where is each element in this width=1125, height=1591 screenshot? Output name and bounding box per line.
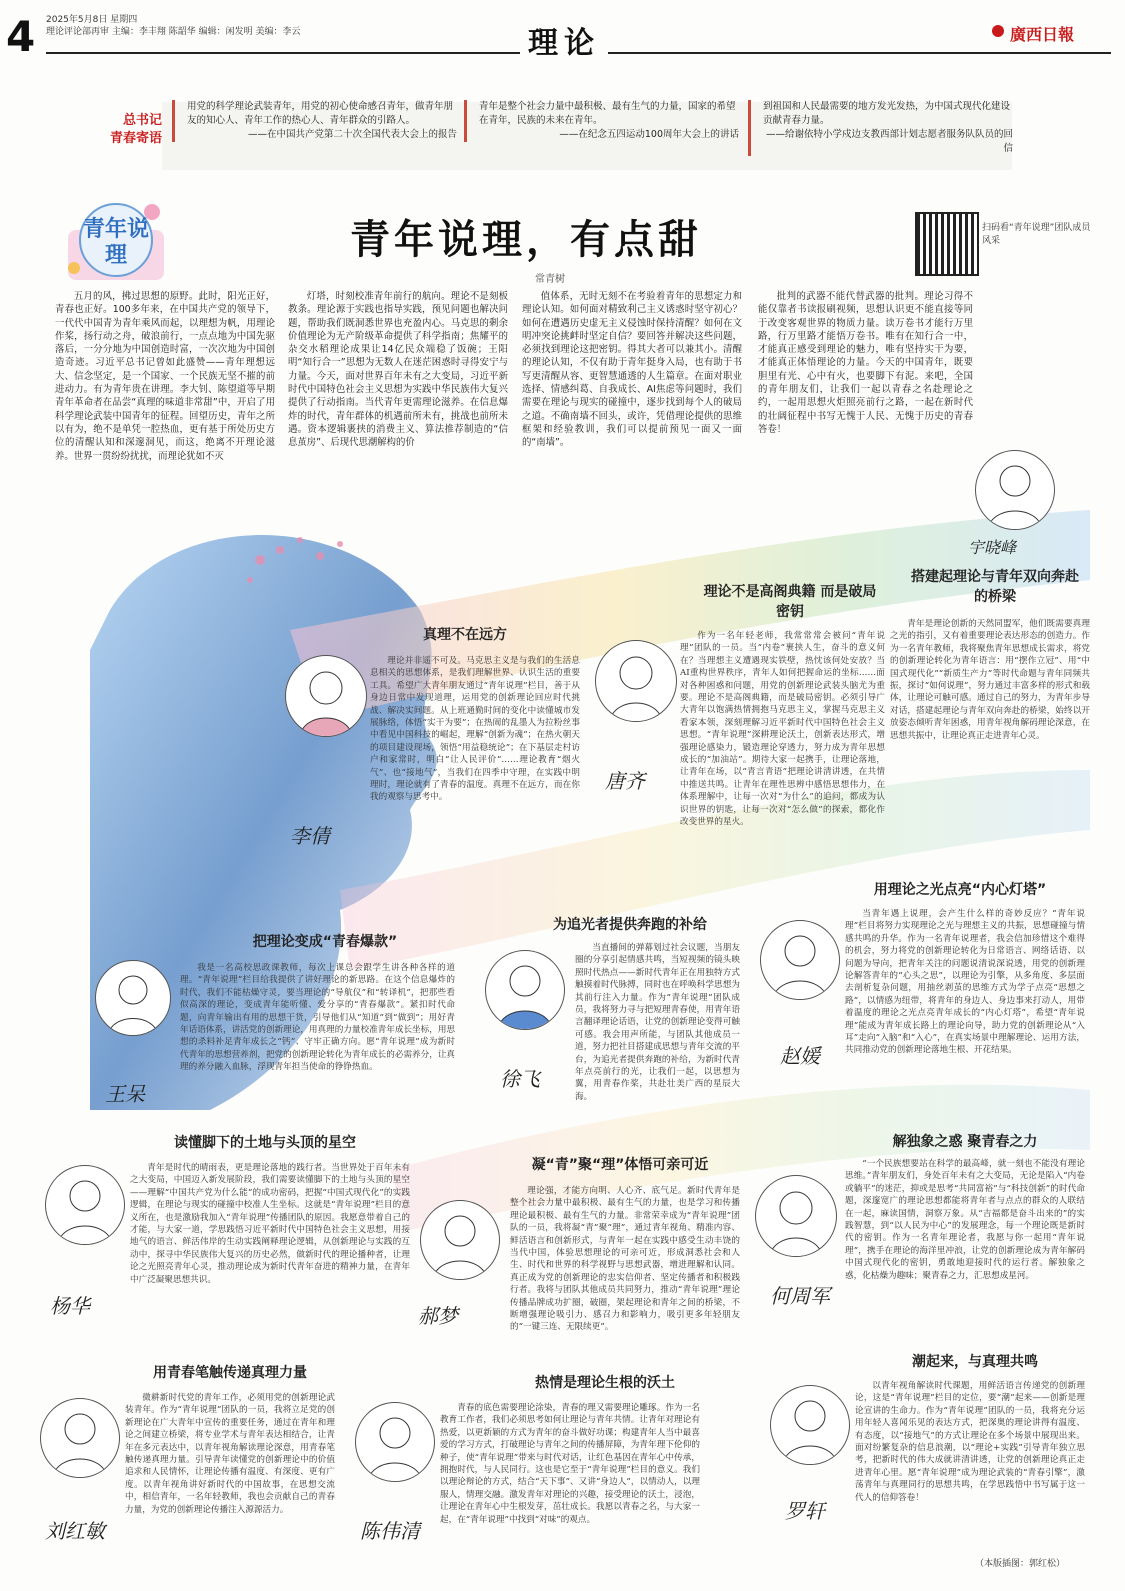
author-signature: 王呆 [105,1082,145,1106]
article-title: 潮起来，与真理共鸣 [912,1354,1038,1370]
portrait-icon [761,921,839,999]
quote-text: 青年是整个社会力量中最积极、最有生气的力量，国家的希望在青年，民族的未来在青年。 [479,101,736,126]
portrait-icon [96,961,170,1035]
article-title: 热情是理论生根的沃土 [535,1375,675,1391]
portrait-wang-cai [95,960,171,1036]
article-body: 青春的底色需要理论涂染，青春的理又需要理论雕琢。作为一名教育工作者，我们必须思考如何让理论与青年共情。让青年对理论有热爱，以更新颖的方式为青年的奋斗做好功课；构建青年人当中最喜爱的学习方式，打破理论与青年之间的传播屏障，为青年理下伦仰的种子，使“青年说理”带来与时代对话，让红色基因在青年心中传承，拥抱时代，与人民同行。这也是它至于“青年说理”栏目的意义。我们以理论辩论的方式，结合“天下事”、又讲“身边人”，以情动人，以理服人，情理交融。激发青年对理论的兴趣，接受理论的沃土，浸泡，让理论在青年心中生根发芽，茁壮成长。我愿以青春之名，与大家一起，在“青年说理”中找到“对味”的观点。 [440,1403,700,1525]
article-body: 作为一名年轻老师，我常常常会被问“青年说理”团队的一员。当“内卷”裹挟人生，奋斗的意义何在？当理想主义遭遇现实铁壁，热忱该何处安放？当AI重构世界秩序，青年人如何把握命运的坐标……面对各种困惑和问题，用党的创新理论武装头脑尤为重要。理论不是高阁典籍，而是破局密钥。必须引导广大青年以饱满热情拥抱马克思主义，掌握马克思主义看家本领，深刻理解习近平新时代中国特色社会主义思想。“青年说理”深耕理论沃土，创新表达形式，增强理论感染力，锻造理论穿透力，努力成为青年思想成长的“加油站”。期待大家一起携手，让理论落地，让青年在场，以“青言青语”把理论讲清讲透，在共情中推送共鸣。让青年在理性思辨中感悟思想伟力，在体系理解中，让每一次对“为什么”的追问，都成为认识世界的钥匙，让每一次对“怎么做”的探索，都化作改变世界的星火。 [680,631,885,828]
paper-name: 廣西日報 [1010,25,1075,44]
article-title: 真理不在远方 [423,627,507,643]
author-signature: 罗轩 [785,1499,825,1523]
article-body: 青年是时代的晴雨表，更是理论落地的践行者。当世界处于百年未有之大变局，中国迈入新发展阶段，我们需要读懂脚下的土地与头顶的星空——理解“中国共产党为什么能”的成功密码，把握“中国式现代化”的实践逻辑，在理论与现实的碰撞中校准人生坐标。这就是“青年说理”栏目的意义所在，也是激励我加入“青年说理”传播团队的原因。我愿意带着自己的才能，与大家一道，学思践悟习近平新时代中国特色社会主义思想，用接地气的语言、鲜活伟岸的生动实践阐释理论逻辑，从创新理论与实践的互动中，探寻中华民族伟大复兴的历史必然，做新时代的理论播种者，让理论之光照亮青年心灵，推动理论成为新时代青年奋进的精神力量，在青年中广泛凝聚思想共识。 [130,1163,410,1285]
article-body: 微耕新时代党的青年工作，必须用党的创新理论武装青年。作为“青年说理”团队的一员，我将立足党的创新理论在广大青年中宣传的重要任务，通过在青年和理论之间建立桥梁，将专业学术与青年表达相结合，让青年在多元表达中，以青年视角解读理论深意，用青春笔触传递真理力量。引导青年读懂党的创新理论中的价值追求和人民情怀，让理论传播有温度、有深度、更有广度。以青年视角讲好新时代的中国故事，在思想交流中，相信青年，一名年轻教师，我也会贡献自己的青春力量，为党的创新理论传播注入源源活力。 [125,1393,335,1515]
masthead [0,0,1125,62]
portrait-liu-hongmin [40,1398,120,1478]
article-body: 理论强，才能方向明、人心齐、底气足。新时代青年是整个社会力量中最积极、最有生气的力量，也是学习和传播理论最积极、最有生气的力量。非常荣幸成为“青年说理”团队的一员，我将凝“青”聚“理”，通过青年视角、精准内容、鲜活语言和创新形式，与青年一起在实践中感受生动丰饶的当代中国，体验思想理论的可亲可近，形成洞悉社会和人生、时代和世界的科学视野与思想武器，增进理解和认同。真正成为党的创新理论的忠实信仰者、坚定传播者和积极践行者。我将与团队其他成员共同努力，推动“青年说理”理论传播品牌成功扩圈，破圈，架起理论和青年之间的桥梁，不断增强理论吸引力、感召力和影响力，吸引更多年轻朋友的“一键三连、无限续更”。 [510,1186,740,1333]
intro-col-4: 批判的武器不能代替武器的批判。理论习得不能仅靠者书读报刷视频，思想认识更不能直接等同于改变客观世界的物质力量。读万卷书才能行万里路，行万里路才能悟万卷书。唯有在知行合一中，才能真正感受到理论的魅力，唯有坚持实干为要，才能真正体悟理论的力量。今天的中国青年，既要胆里有光、心中有火，也要脚下有泥。来吧，全国的青年朋友们，让我们一起以青春之名赴理论之约，一起用思想火炬照亮前行之路，一起在新时代的壮阔征程中书写无愧于人民、无愧于历史的青春答卷！ [758,291,973,435]
portrait-xu-fei [485,950,565,1030]
column-logo-text: 青年说理 [82,216,149,268]
portrait-he-zhoujun [755,1175,837,1257]
article-body: 青年是理论创新的天然同盟军，他们既需要真理之光的指引，又有着重要理论表达形态的创造力。作为一名青年教师，我将聚焦青年思想成长需求，将党的创新理论转化为青年语言：用“摆作立冠”、用“中国式现代化”“新质生产力”等时代命题与青年同频共振，探讨“如何说理”，努力通过丰富多样的形式和载体，让理论可触可感。通过自己的努力，为青年步导对话，搭建起理论与青年双向奔赴的桥梁，始终以开放姿态倾听青年困惑，用青年视角解码理论深意，在思想共振中，让理论真正走进青年心灵。 [890,619,1090,741]
masthead-info [46,14,300,38]
author-signature: 徐飞 [500,1067,540,1091]
quote-source: ——给谢依特小学戍边支教西部计划志愿者服务队队员的回信 [765,129,1013,154]
date-line: 2025年5月8日 星期四 [46,15,138,25]
column-logo [60,196,172,286]
portrait-icon [356,1403,434,1481]
portrait-icon [486,951,564,1029]
article-title: 理论不是高阁典籍 而是破局密钥 [703,584,877,620]
author-signature: 唐齐 [605,769,645,793]
quotes-label-line2: 青春寄语 [109,131,162,146]
page-number: 4 [6,12,36,61]
quote-source: ——在纪念五四运动100周年大会上的讲话 [559,129,739,140]
quote-text: 到祖国和人民最需要的地方发光发热，为中国式现代化建设贡献青春力量。 [763,101,1011,126]
quotes-label-line1: 总书记 [122,113,162,128]
quote-2 [464,100,739,142]
author-signature: 赵媛 [780,1044,820,1068]
article-body: 理论并非遥不可及。马克思主义是与我们的生活息息相关的思想体系，是我们理解世界、认识生活的重要工具。希望广大青年朋友通过“青年说理”栏目，善于从身边日常中发现道理，运用党的创新理论回应时代挑战、解决实间题。从上班通勤时间的变化中读懂城市发展脉络，体悟“实干为要”；在热闹的乱墨人为拉粉丝事中看见中国科技的崛起，理解“创新为魂”；在热火朝天的项目建设现场，领悟“用益稳统论”；在下基层走村访户和家常时，明白“让人民评价”……理论教育“烟火气”、也“接地气”，当我们在四季中守理，在实践中明理时，理论就有了青春的温度。真理不在远方，而在你我的观察与思考中。 [370,656,580,803]
portrait-tang-qi [595,640,677,722]
article-title: 搭建起理论与青年双向奔赴的桥梁 [911,569,1079,605]
page-title: 青年说理，有点甜 [350,216,702,263]
article-body: 当直播间的弹幕划过社会议题，当朋友圈的分享引起情感共鸣，当短视频的镜头映照时代热点——新时代青年正在用独特方式触摸着时代脉搏，同时也在呼唤科学思想为其前行注入力量。作为“青年说理”团队成员，我将努力寻与把短理青春使，用青年语言翻译理论话语，让党的创新理论变得可触可感。我会用声所能，与团队其他成员一道，努力把社目搭建成思想与青年交流的平台，为追光者提供奔跑的补给，为新时代青年点亮前行的光，让我们一起，以思想为翼，用青春作桨，共赴壮美广西的星辰大海。 [575,943,740,1102]
intro-col-3: 值体系，无时无刻不在考验着青年的思想定力和理论认知。如何面对精致利己主义诱惑时坚守初心？如何在遭遇历史虚无主义侵蚀时保持清醒？如何在文明冲突论挑衅时坚定自信？要回答并解决这些问题，必须找到理论这把密钥。得其大者可以兼其小。清醒的理论认知，不仅有助于青年挺身入局，也有助于书写更清醒从容、更智慧通透的人生篇章。在面对职业选择、情感纠葛、自我成长、AI焦虑等问题时，我们需要在理论与现实的碰撞中，逐步找到每个人的破局之道。不确南墙不回头，或许，凭借理论提供的思维框架和经验教训，我们可以提前预见一面又一面的“南墙”。 [522,291,742,449]
article-title: 用青春笔触传递真理力量 [153,1365,307,1381]
intro-col-1: 五月的风，拂过思想的原野。此时，阳光正好，青春也正好。100多年来，在中国共产党的领导下，一代代中国青为青年乘风而起，以理想为帆，用理论作桨，扬行动之舟，破浪前行，一点点地为中国先驱落后，一分分地为中国创造时富，一次次地为中国创造奇迹。习近平总书记曾如此盛赞——青年理想远大、信念坚定，是一个国家、一个民族无坚不摧的前进动力。有为青年贵在讲理。李大钊、陈望道等早期青年革命者在品尝“真理的味道非常甜”中，开启了用科学理论武装中国青年的征程。回望历史，青年之所以有为，绝不是单凭一腔热血，更有基于所处历史方位的清醒认知和深邃洞见，而这，绝离不开理论滋养。世界一贯纷纷扰扰，而理论犹如不灭 [55,291,275,462]
quote-1 [172,100,457,142]
article-title: 把理论变成“青春爆款” [252,934,398,950]
article-body: 我是一名高校思政课教师，每次上课总会跟学生讲各种各样的道理。“青年说理”栏目给我提供了讲好理论的新思路。在这个信息爆炸的时代，我们不能枯燥守灵，要当理论的“导航仪”和“转译机”，把那些看似高深的理论，变成青年能听懂、爱分享的“青春爆款”。紧扣时代命题，向青年输出有用的思想干货，引导他们从“知道”到“做到”；用好青年话语体系，讲活党的创新理论，用真理的力量校准青年成长坐标，用思想的杀料补足青年成长之“钙”、守牢正确方向。愿“青年说理”成为新时代青年的思想营养剂，把党的创新理论转化为青年成长的必需养分，让真理的养分融入血脉，浮现青年担当使命的铮铮热血。 [180,963,456,1073]
article-body: 当青年遇上说理，会产生什么样的奇妙反应？“青年说理”栏目将努力实现理论之光与理想主义的共振，思想碰撞与情感共鸣的升华。作为一名青年说理者，我会信加珍惜这个难得的机会，努力将党的创新理论转化为日常语言、网络话语、以问题为导向，把青年关注的问题说清说深说透，用党的创新理论解答青年的“心头之思”，以理论为引擎，从多角度、多层面去剖析复杂问题，用抽丝剥茧的思维方式为学子点亮“思想之路”，以情感为纽带，将青年的身边人、身边事来打动人，用带着温度的理论之光点亮青年成长的“内心灯塔”，希望“青年说理”能成为青年成长路上的理论向导，助力党的创新理论从“入耳”走向“入脑”和“入心”，在真实场景中理解理论、运用方法，共同推动党的创新理论落地生根、开花结果。 [845,909,1085,1056]
qr-code-icon[interactable] [915,212,979,276]
portrait-icon [596,641,676,721]
illustration-credit: （本版插图：郭红松） [975,1559,1066,1569]
author-signature: 李倩 [290,824,330,848]
portrait-chen-weiqing [355,1402,435,1482]
article-body: “一个民族想要站在科学的最高峰，就一刻也不能没有理论思维。”青年朋友们，身处百年未有之大变局，无论是陷入“内卷或躺平”的迷茫，抑或是思考“共同富裕”与“科技创新”的时代命题，深邃宽广的理论思想都能将青年者与点点的群众的人联结在一起，麻读国情，洞察万象。从“吉福都是奋斗出来的”的实践智慧，到“以人民为中心”的发展理念，每一个理论既是新时代的密钥。作为一名青年理论者，我愿与你一起用“青年说理”，携手在理论的海洋里冲浪，让党的创新理论成为青年解码中国式现代化的密钥，勇敢地迎接时代的运行者。解独象之惑，化枯燥为趣味；聚青春之力，汇思想成星河。 [845,1159,1085,1281]
author-signature: 陈伟清 [360,1519,420,1543]
portrait-icon [286,656,366,736]
article-title: 用理论之光点亮“内心灯塔” [873,882,1047,898]
portrait-icon [771,1386,849,1464]
portrait-luo-xuan [770,1385,850,1465]
portrait-li-qian [285,655,367,737]
quote-text: 用党的科学理论武装青年，用党的初心使命感召青年，做青年朋友的知心人、青年工作的热心人、青年群众的引路人。 [187,101,454,126]
portrait-hao-meng [420,1200,500,1280]
author-signature: 郝梦 [418,1304,458,1328]
author-signature: 何周军 [770,1284,830,1308]
section-title: 理论 [520,18,608,62]
intro-col-2: 灯塔，时刻校准青年前行的航向。理论不是刻板教条。理论源于实践也指导实践，预见问题也解决问题，帮助我们既洞悉世界也充盈内心。马克思的剩余价值理论为无产阶级革命提供了科学指南；焦耀平的杂交水稻理论成果让14亿民众端稳了饭碗；王阳明“知行合一”思想为无数人在迷茫困惑时寻得安宁与力量。今天，面对世界百年未有之大变局，习近平新时代中国特色社会主义思想为实践中华民族伟大复兴提供了行动指南。当代青年更需理论滋养。在信息爆炸的时代，青年群体的机遇前所未有，挑战也前所未遇。资本逻辑裹挟的消费主义、算法推荐制造的“信息茧房”、后现代思潮解构的价 [288,291,508,449]
quote-source: ——在中国共产党第二十次全国代表大会上的报告 [247,129,457,140]
author-signature: 宇晓峰 [968,538,1017,557]
portrait-zhao-yuan [760,920,840,1000]
paper-logo-icon [992,25,1004,37]
article-title: 解独象之惑 聚青春之力 [892,1134,1038,1150]
portrait-icon [421,1201,499,1279]
portrait-yu-xiaofeng [975,450,1055,530]
portrait-icon [756,1176,836,1256]
article-title: 凝“青”聚“理”体悟可亲可近 [531,1157,709,1173]
portrait-icon [41,1399,119,1477]
author-signature: 刘红敏 [45,1519,105,1543]
quote-3 [748,100,1013,156]
byline: 常青树 [535,274,565,285]
quotes-label [88,112,162,148]
portrait-yang-hua [45,1165,125,1245]
editors-line: 理论评论部再审 主编：李丰翔 陈韶华 编辑：闲发明 美编：李云 [46,27,301,37]
portrait-icon [46,1166,124,1244]
article-title: 为追光者提供奔跑的补给 [553,917,707,933]
author-signature: 杨华 [50,1294,90,1318]
portrait-icon [976,451,1054,529]
article-title: 读懂脚下的土地与头顶的星空 [174,1135,356,1151]
qr-caption: 扫码看“青年说理”团队成员风采 [982,223,1091,246]
article-body: 以青年视角解读时代课题，用鲜活语言传递党的创新理论，这是“青年说理”栏目的定位，要“潮”起来——创新是理论宣讲的生命力。作为“青年说理”团队的一员，我将充分运用年轻人喜闻乐见的表达方式，把深奥的理论讲得有温度、有态度，以“接地气”的方式让理论在多个场景中展现出来。面对纷繁复杂的信息浪潮，以“理论+实践”引导青年独立思考，把新时代的伟大成就讲清讲透，让党的创新理论真正走进青年心里。愿“青年说理”成为理论武装的“青春引擎”，激荡青年与真理同行的思想共鸣，在学思践悟中书写属于这一代人的信仰答卷！ [855,1381,1085,1503]
